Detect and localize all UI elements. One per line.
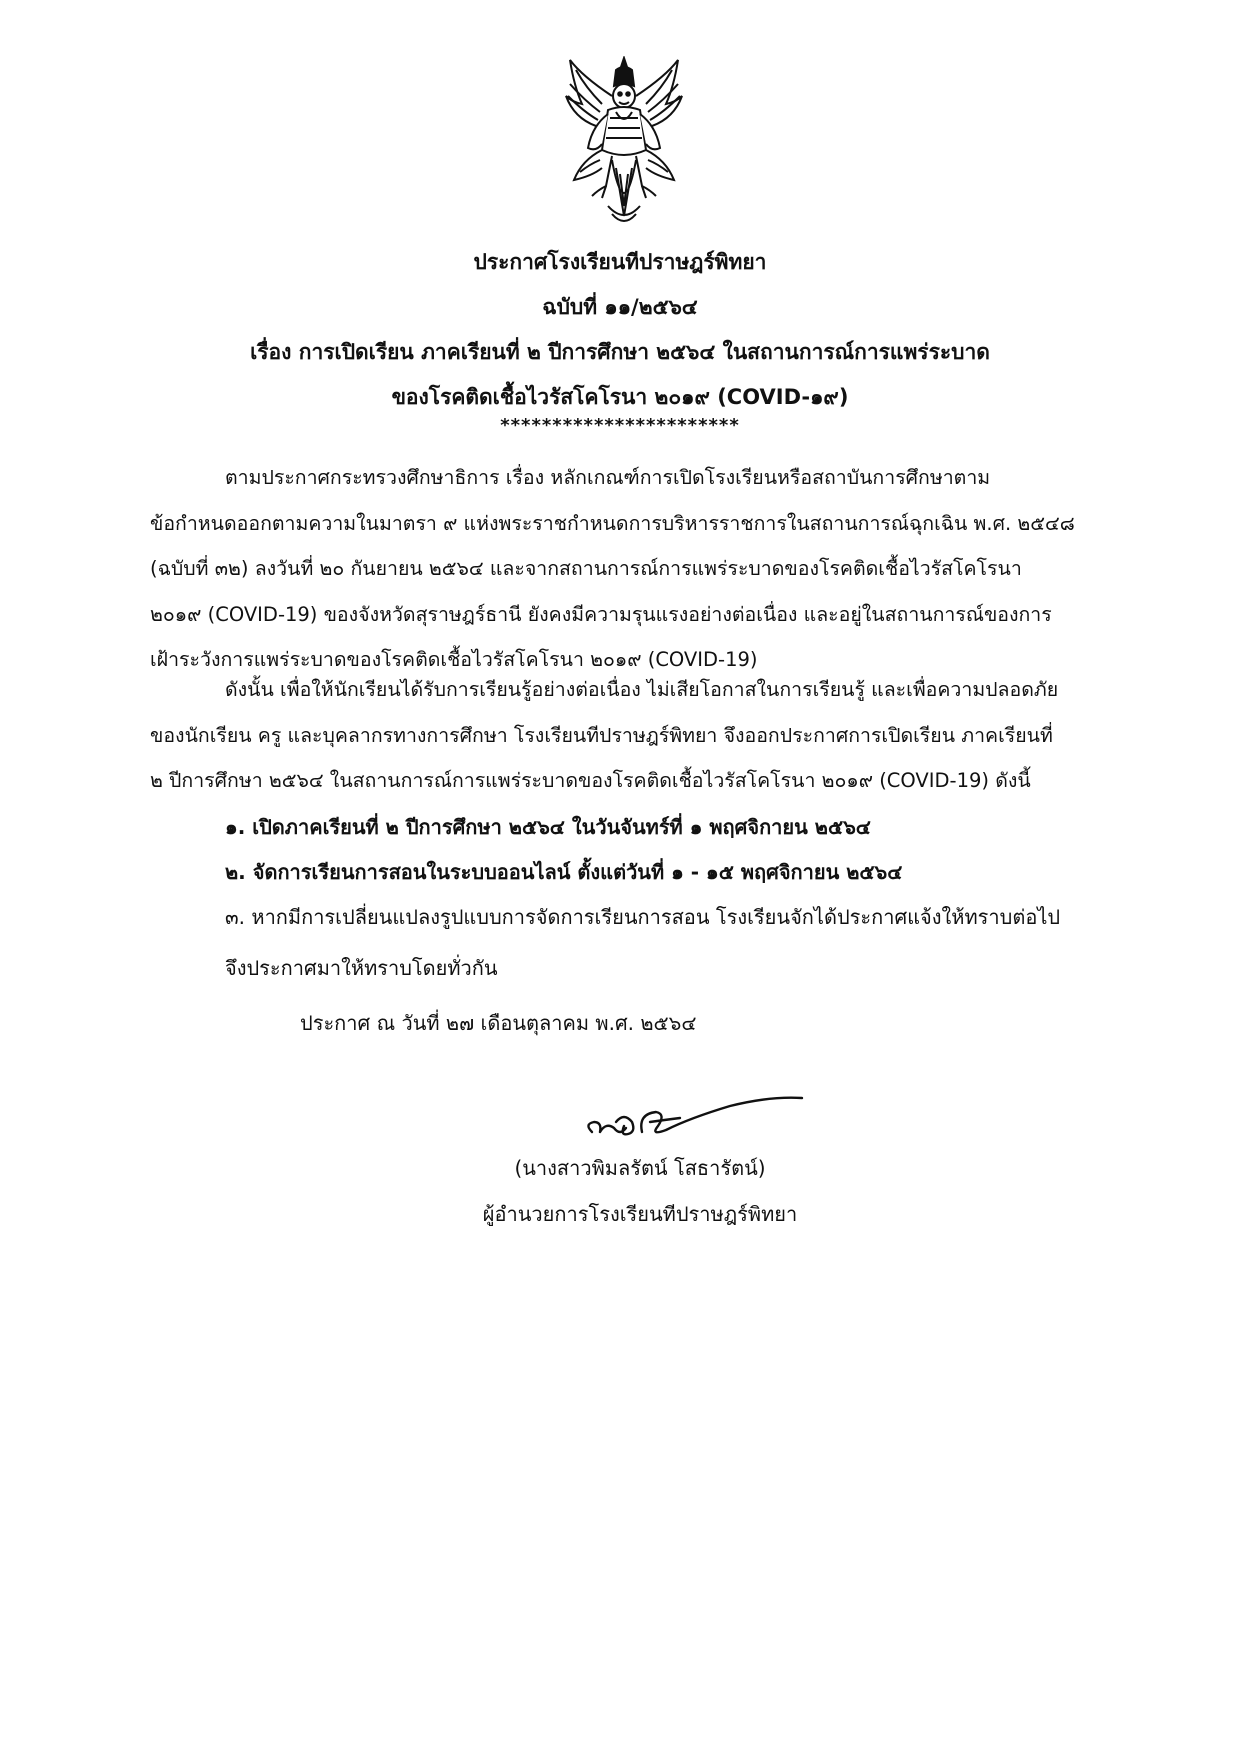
closing-statement: จึงประกาศมาให้ทราบโดยทั่วกัน [225,956,498,980]
signatory-name: (นางสาวพิมลรัตน์ โสธารัตน์) [514,1156,766,1180]
announcement-subject-line-1: เรื่อง การเปิดเรียน ภาคเรียนที่ ๒ ปีการศึกษา ๒๕๖๔ ในสถานการณ์การแพร่ระบาด [250,340,990,364]
paragraph-1-line: (ฉบับที่ ๓๒) ลงวันที่ ๒๐ กันยายน ๒๕๖๔ และจากสถานการณ์การแพร่ระบาดของโรคติดเชื้อไวรัสโคโรนา [150,557,1022,581]
paragraph-1-line: เฝ้าระวังการแพร่ระบาดของโรคติดเชื้อไวรัสโคโรนา ๒๐๑๙ (COVID-19) [150,648,758,672]
announcement-number: ฉบับที่ ๑๑/๒๕๖๔ [542,295,698,319]
list-item: ๒. จัดการเรียนการสอนในระบบออนไลน์ ตั้งแต่วันที่ ๑ - ๑๕ พฤศจิกายน ๒๕๖๔ [225,860,903,884]
list-item: ๓. หากมีการเปลี่ยนแปลงรูปแบบการจัดการเรียนการสอน โรงเรียนจักได้ประกาศแจ้งให้ทราบต่อไป [225,905,1061,929]
announcement-header [150,240,1090,420]
paragraph-1-line: ๒๐๑๙ (COVID-19) ของจังหวัดสุราษฎร์ธานี ยังคงมีความรุนแรงอย่างต่อเนื่อง และอยู่ในสถานการณ์ของการ [150,602,1052,626]
announcement-title: ประกาศโรงเรียนทีปราษฎร์พิทยา [473,250,767,274]
announcement-subject-line-2: ของโรคติดเชื้อไวรัสโคโรนา ๒๐๑๙ (COVID-๑๙) [391,385,849,409]
signature-icon [580,1092,810,1152]
list-item: ๑. เปิดภาคเรียนที่ ๒ ปีการศึกษา ๒๕๖๔ ในวันจันทร์ที่ ๑ พฤศจิกายน ๒๕๖๔ [225,815,871,839]
paragraph-1-line: ตามประกาศกระทรวงศึกษาธิการ เรื่อง หลักเกณฑ์การเปิดโรงเรียนหรือสถาบันการศึกษาตาม [225,466,991,489]
garuda-emblem-icon [562,56,686,228]
signatory-title: ผู้อำนวยการโรงเรียนทีปราษฎร์พิทยา [482,1202,798,1226]
header-separator: *********************** [500,415,740,436]
paragraph-1 [150,455,1110,683]
paragraph-2-line: ดังนั้น เพื่อให้นักเรียนได้รับการเรียนรู้อย่างต่อเนื่อง ไม่เสียโอกาสในการเรียนรู้ และเพื่อความปลอดภัย [225,678,1059,701]
paragraph-2-line: ๒ ปีการศึกษา ๒๕๖๔ ในสถานการณ์การแพร่ระบาดของโรคติดเชื้อไวรัสโคโรนา ๒๐๑๙ (COVID-19) ดังนี้ [150,769,1031,793]
announcement-date: ประกาศ ณ วันที่ ๒๗ เดือนตุลาคม พ.ศ. ๒๕๖๔ [300,1011,697,1035]
paragraph-2-line: ของนักเรียน ครู และบุคลากรทางการศึกษา โรงเรียนทีปราษฎร์พิทยา จึงออกประกาศการเปิดเรียน ภาคเรียนที่ [150,723,1053,747]
paragraph-1-line: ข้อกำหนดออกตามความในมาตรา ๙ แห่งพระราชกำหนดการบริหารราชการในสถานการณ์ฉุกเฉิน พ.ศ. ๒๕๔๘ [150,511,1075,535]
paragraph-2 [150,667,1110,804]
